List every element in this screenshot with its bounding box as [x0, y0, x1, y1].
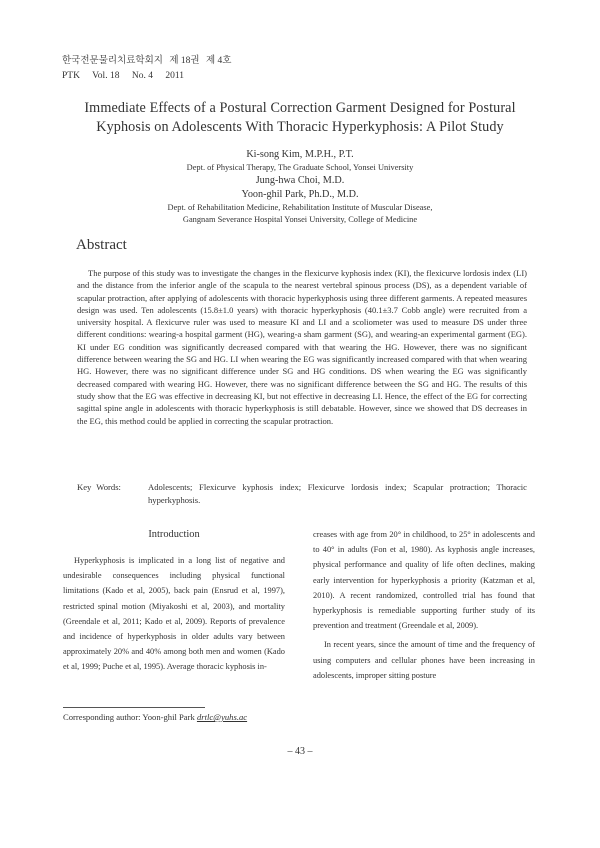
intro-right-column: [313, 527, 535, 687]
keywords-block: [77, 481, 527, 506]
journal-header: [62, 54, 235, 84]
footnote-label: Corresponding author: Yoon-ghil Park: [63, 712, 195, 722]
intro-paragraph: Hyperkyphosis is implicated in a long list of negative and undesirable consequences including physical functional limitations (Kado et al, 2005), back pain (Ensrud et al, 1997), restricted spinal motion (Miyakoshi et al, 2003), and mortality (Greendale et al, 2011; Kado et al, 2009). Reports of prevalence and incidence of hyperkyphosis in older adults vary between approximately 20% and 40% among both men and women (Kado et al, 1999; Puche et al, 1995). Average thoracic kyphosis in-: [63, 556, 285, 672]
ptk-number: No. 4: [131, 71, 153, 81]
journal-issue: 제 4호: [205, 56, 232, 66]
author-affiliation: Dept. of Rehabilitation Medicine, Rehabilitation Institute of Muscular Disease,: [167, 203, 433, 212]
footnote-divider: [63, 707, 205, 708]
paper-title: [40, 99, 560, 137]
ptk-volume: Vol. 18: [92, 71, 120, 81]
keywords-text: Adolescents; Flexicurve kyphosis index; Flexicurve lordosis index; Scapular protraction; Thoracic hyperkyphosis.: [148, 482, 527, 505]
author-name: Ki-song Kim, M.P.H., P.T.: [246, 149, 354, 160]
abstract-body: The purpose of this study was to investigate the changes in the flexicurve kyphosis index (KI), the flexicurve lordosis index (LI) and the distance from the inferior angle of the scapula to the nearest vertebral spinous process (DS), as a dependent variable of scapular protraction, after applying of adolescents with thoracic hyperkyphosis using three different garments. A repeated measures design was used. Ten adolescents (15.8±1.0 years) with thoracic hyperkyphosis (40.1±3.7 Cobb angle) were recruited from a university hospital. A flexicurve ruler was used to measure KI and LI and a scoliometer was used to measure DS under three different conditions: wearing-a hospital garment (HG), wearing-a sham garment (SG), and wearing-an experimental garment (EG). KI under EG condition was significantly decreased compared with that wearing the HG. However, there was no significant difference between wearing the SG and HG. LI when wearing the EG was significantly increased compared with that when wearing HG. However, there was no significant difference under SG and HG conditions. DS when wearing the EG was significantly decreased compared with wearing HG. However, there was no significant difference between the SG and HG. The results of this study show that the EG was effective in decreasing KI, but not effective in decreasing LI. Hence, the effect of the EG for correcting sagittal spine angle in adolescents with thoracic hyperkyphosis is still debatable. However, since we showed that DS decreases in the EG, this method could be applied in correcting the scapular protraction.: [77, 268, 527, 426]
author-affiliation: Gangnam Severance Hospital Yonsei University, College of Medicine: [182, 215, 418, 224]
footnote: [63, 712, 247, 722]
intro-paragraph: In recent years, since the amount of time and the frequency of using computers and cellular phones have been increasing in adolescents, improper sitting posture: [313, 640, 535, 680]
intro-left-column: [63, 528, 285, 679]
author-affiliation: Dept. of Physical Therapy, The Graduate School, Yonsei University: [186, 163, 414, 172]
intro-paragraph: creases with age from 20° in childhood, to 25° in adolescents and to 40° in adults (Fon et al, 1980). As kyphosis angle increases, physical performance and quality of life often declines, making early intervention for hyperkyphosis a priority (Katzman et al, 2010). A recent randomized, controlled trial has found that hyperkyphosis is remediable supporting further study of its prevention and treatment (Greendale et al, 2009).: [313, 530, 535, 631]
ptk-abbrev: PTK: [62, 71, 80, 81]
author-name: Jung-hwa Choi, M.D.: [255, 175, 345, 186]
journal-name-line: [62, 54, 235, 69]
keywords-label: Key Words:: [77, 482, 121, 492]
abstract-heading: Abstract: [76, 237, 127, 253]
page-number: – 43 –: [287, 746, 313, 757]
journal-ptk-line: [62, 69, 235, 84]
title-line: Immediate Effects of a Postural Correction Garment Designed for Postural: [84, 100, 516, 116]
journal-volume: 제 18권: [169, 56, 200, 66]
author-block: [40, 148, 560, 226]
ptk-year: 2011: [165, 71, 184, 81]
author-email-link[interactable]: drtlc@yuhs.ac: [196, 712, 248, 722]
journal-name: 한국전문물리치료학회지: [62, 56, 163, 66]
author-name: Yoon-ghil Park, Ph.D., M.D.: [241, 189, 359, 200]
title-line: Kyphosis on Adolescents With Thoracic Hyperkyphosis: A Pilot Study: [96, 119, 504, 135]
intro-heading: Introduction: [148, 529, 200, 540]
